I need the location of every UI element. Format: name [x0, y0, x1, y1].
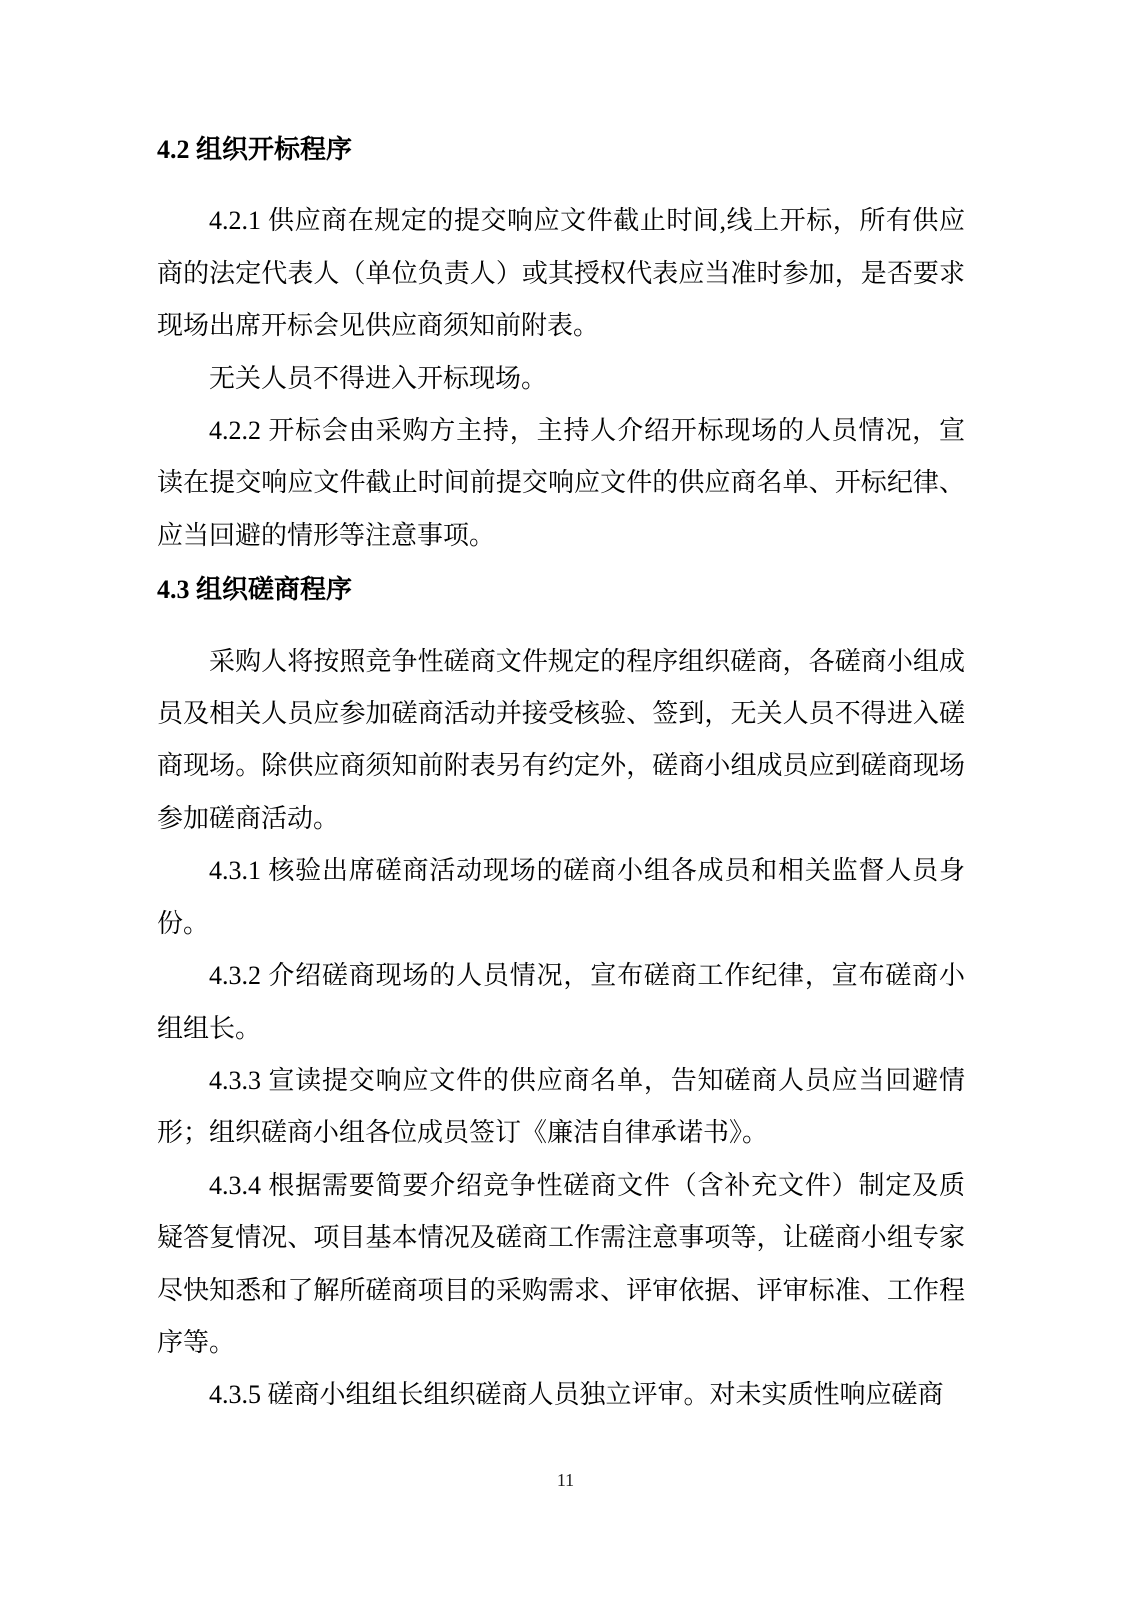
paragraph-4-3-5: 4.3.5 磋商小组组长组织磋商人员独立评审。对未实质性响应磋商 [209, 1380, 944, 1410]
paragraph-4-3-3: 4.3.3 宣读提交响应文件的供应商名单，告知磋商人员应当回避情形；组织磋商小组各位成员签订《廉洁自律承诺书》。 [157, 1065, 965, 1148]
page-content [157, 122, 965, 1422]
paragraph-4-3-2: 4.3.2 介绍磋商现场的人员情况，宣布磋商工作纪律，宣布磋商小组组长。 [157, 961, 965, 1043]
paragraph-4-2-2: 4.2.2 开标会由采购方主持，主持人介绍开标现场的人员情况，宣读在提交响应文件截止时间前提交响应文件的供应商名单、开标纪律、应当回避的情形等注意事项。 [157, 416, 965, 550]
paragraph-4-3-intro: 采购人将按照竞争性磋商文件规定的程序组织磋商，各磋商小组成员及相关人员应参加磋商活动并接受核验、签到，无关人员不得进入磋商现场。除供应商须知前附表另有约定外，磋商小组成员应到磋商现场参加磋商活动。 [157, 646, 965, 833]
paragraph-4-3-4: 4.3.4 根据需要简要介绍竞争性磋商文件（含补充文件）制定及质疑答复情况、项目基本情况及磋商工作需注意事项等，让磋商小组专家尽快知悉和了解所磋商项目的采购需求、评审依据、评审标准、工作程序等。 [157, 1170, 965, 1357]
section-heading-4-2: 4.2 组织开标程序 [157, 135, 353, 164]
paragraph-4-3-1: 4.3.1 核验出席磋商活动现场的磋商小组各成员和相关监督人员身份。 [157, 856, 965, 938]
paragraph-4-2-1: 4.2.1 供应商在规定的提交响应文件截止时间,线上开标，所有供应商的法定代表人（单位负责人）或其授权代表应当准时参加，是否要求现场出席开标会见供应商须知前附表。 [157, 206, 965, 341]
paragraph-4-2-note: 无关人员不得进入开标现场。 [209, 363, 548, 393]
section-heading-4-3: 4.3 组织磋商程序 [157, 575, 353, 605]
page-number: 11 [556, 1470, 575, 1490]
